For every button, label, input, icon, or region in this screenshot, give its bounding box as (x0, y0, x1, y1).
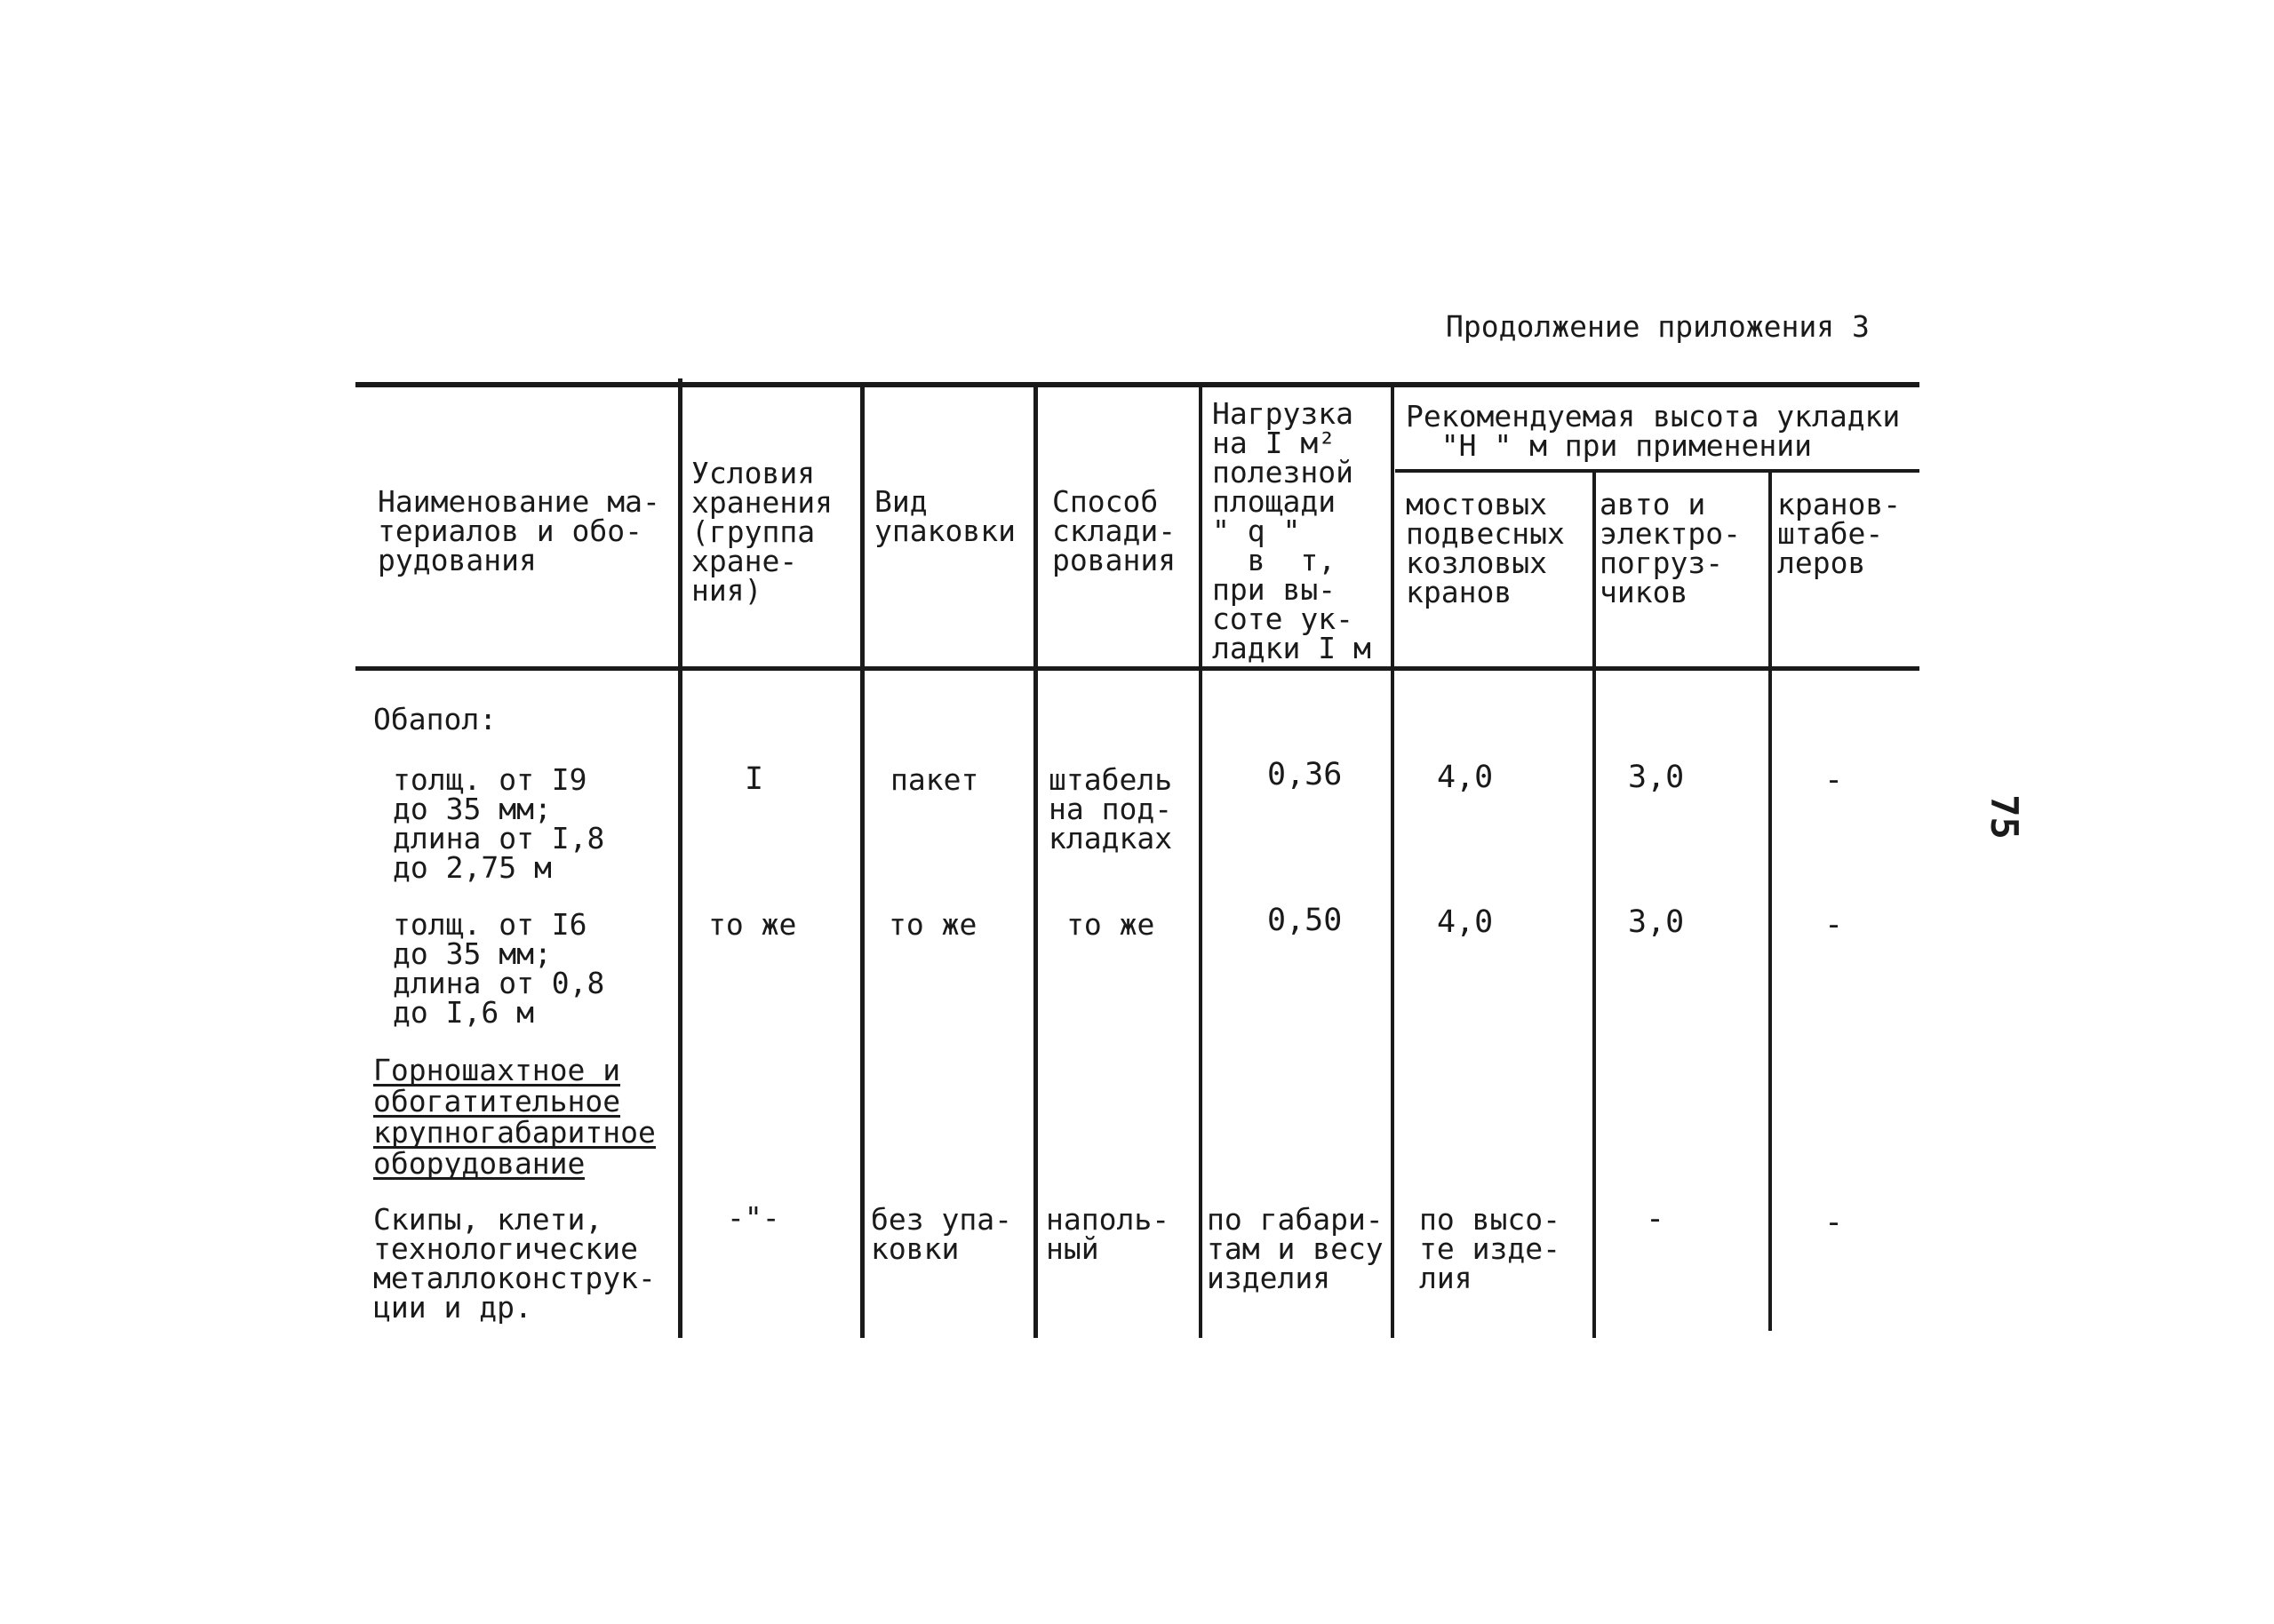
row1-storage: I (745, 761, 764, 797)
col-divider-6 (1592, 469, 1596, 1338)
mining-heading-line-2: обогатительное (373, 1084, 621, 1118)
header-bridge-cranes: мостовых подвесных козловых кранов (1406, 487, 1565, 609)
page-number: 75 (1982, 794, 2026, 840)
header-height-group: Рекомендуемая высота укладки "Н " м при применении (1406, 399, 1901, 463)
col-divider-5 (1391, 382, 1394, 1338)
row2-load: 0,50 (1267, 903, 1343, 938)
row-obapol-label: Обапол: (373, 702, 498, 736)
mining-heading-line-4: оборудование (373, 1146, 586, 1181)
header-stacker-cranes: кранов- штабе- леров (1777, 487, 1902, 580)
row2-bridge: 4,0 (1437, 904, 1494, 940)
header-packaging: Вид упаковки (874, 484, 1016, 548)
col-divider-2 (860, 382, 865, 1338)
mining-heading-line-1: Горношахтное и (373, 1053, 621, 1087)
header-forklifts: авто и электро- погруз- чиков (1600, 487, 1741, 609)
col-divider-4 (1199, 382, 1202, 1338)
row1-load: 0,36 (1267, 757, 1343, 792)
row2-packaging: то же (889, 907, 977, 942)
row1-name: толщ. от I9 до 35 мм; длина от I,8 до 2,75 м (393, 762, 605, 885)
row1-stacker: - (1824, 762, 1844, 798)
row4-auto: - (1646, 1201, 1665, 1237)
row2-method: то же (1066, 907, 1155, 942)
row1-packaging: пакет (890, 762, 979, 797)
header-storage: Условия хранения (группа хране- ния) (691, 456, 833, 608)
row-mining-section-heading (373, 1055, 693, 1180)
height-group-rule (1395, 469, 1919, 473)
row4-method: наполь- ный (1046, 1202, 1170, 1266)
col-divider-3 (1033, 382, 1038, 1338)
header-bottom-rule (355, 666, 1919, 671)
row2-stacker: - (1824, 907, 1844, 943)
row1-method: штабель на под- кладках (1049, 762, 1173, 856)
row2-storage: то же (708, 907, 797, 942)
row4-storage: -"- (727, 1200, 780, 1235)
header-load: Нагрузка на I м² полезной площади " q " в т, при вы- соте ук- ладки I м (1212, 396, 1371, 665)
row2-name: толщ. от I6 до 35 мм; длина от 0,8 до I,6 м (393, 907, 605, 1030)
col-divider-1 (678, 378, 682, 1338)
row4-stacker: - (1824, 1205, 1844, 1240)
col-divider-7 (1768, 469, 1772, 1331)
row4-packaging: без упа- ковки (871, 1202, 1012, 1266)
appendix-caption: Продолжение приложения 3 (1446, 309, 1870, 344)
row1-bridge: 4,0 (1437, 760, 1494, 795)
row4-load: по габари- там и весу изделия (1207, 1202, 1384, 1295)
header-method: Способ склади- рования (1052, 484, 1177, 577)
table-top-rule (355, 382, 1919, 387)
header-name: Наименование ма- териалов и обо- рудования (378, 484, 660, 577)
row4-name: Скипы, клети, технологические металлоконструк- ции и др. (373, 1202, 656, 1325)
row4-bridge: по высо- те изде- лия (1419, 1202, 1560, 1295)
mining-heading-line-3: крупногабаритное (373, 1115, 656, 1150)
row2-auto: 3,0 (1628, 904, 1685, 940)
row1-auto: 3,0 (1628, 760, 1685, 795)
